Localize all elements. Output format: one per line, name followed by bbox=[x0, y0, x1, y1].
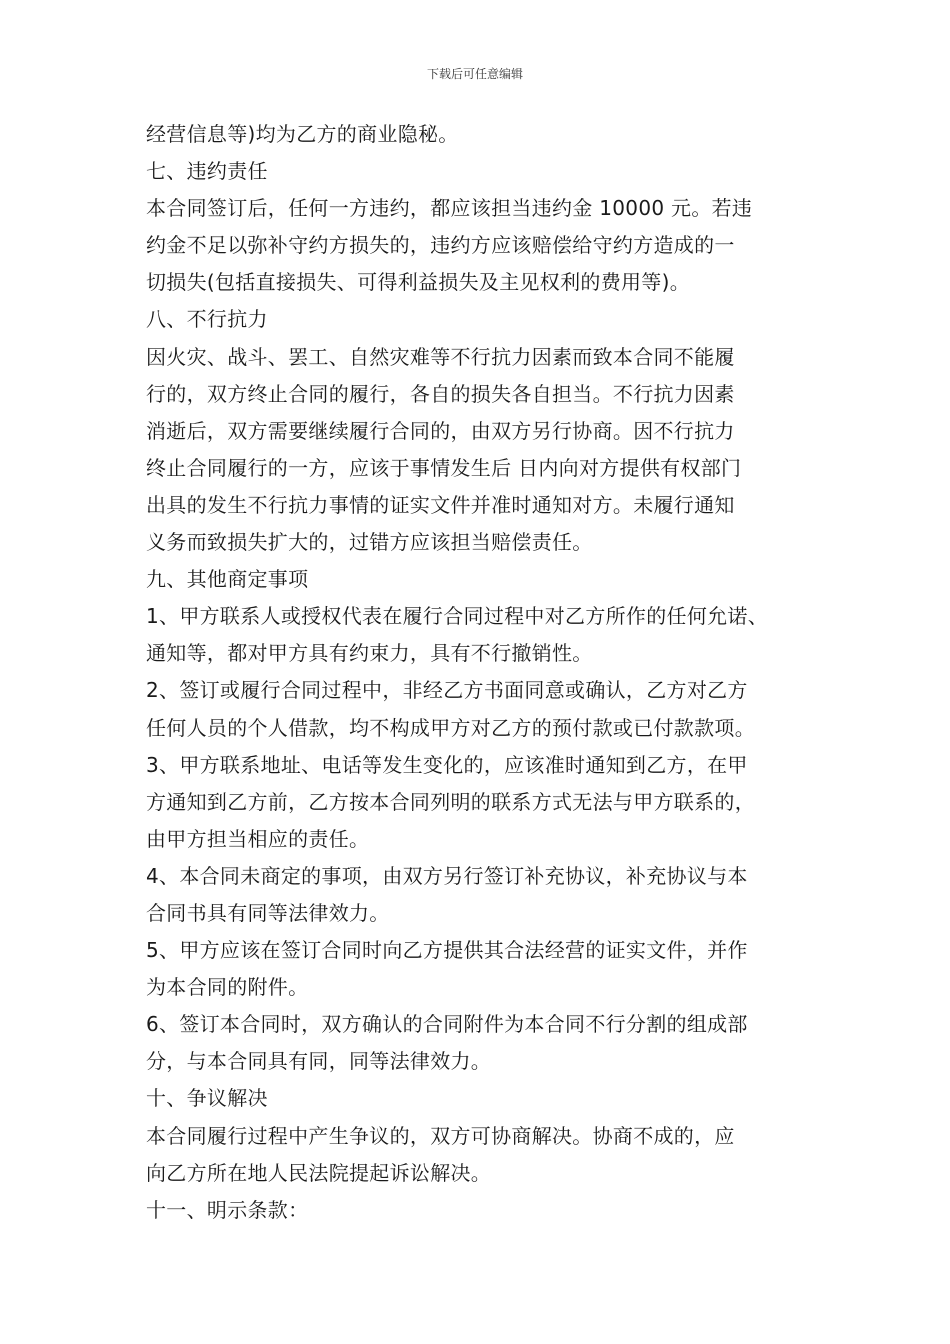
text-line: 5、甲方应该在签订合同时向乙方提供其合法经营的证实文件，并作 bbox=[146, 938, 748, 963]
text-line: 本合同履行过程中产生争议的，双方可协商解决。协商不成的，应 bbox=[146, 1123, 735, 1148]
text-line: 合同书具有同等法律效力。 bbox=[146, 900, 390, 925]
text-line: 本合同签订后，任何一方违约，都应该担当违约金 10000 元。若违 bbox=[146, 196, 753, 221]
text-line: 6、签订本合同时，双方确认的合同附件为本合同不行分割的组成部 bbox=[146, 1012, 748, 1037]
page-header: 下载后可任意编辑 bbox=[426, 67, 523, 81]
text-line: 由甲方担当相应的责任。 bbox=[146, 826, 370, 851]
section-heading: 八、不行抗力 bbox=[146, 307, 268, 332]
text-line: 出具的发生不行抗力事情的证实文件并准时通知对方。未履行通知 bbox=[146, 492, 735, 517]
section-heading: 十、争议解决 bbox=[146, 1086, 268, 1111]
text-line: 消逝后，双方需要继续履行合同的，由双方另行协商。因不行抗力 bbox=[146, 418, 735, 443]
text-line: 通知等，都对甲方具有约束力，具有不行撤销性。 bbox=[146, 641, 593, 666]
text-line: 3、甲方联系地址、电话等发生变化的，应该准时通知到乙方，在甲 bbox=[146, 752, 748, 777]
text-line: 任何人员的个人借款，均不构成甲方对乙方的预付款或已付款款项。 bbox=[146, 715, 755, 740]
text-line: 切损失(包括直接损失、可得利益损失及主见权利的费用等)。 bbox=[146, 270, 691, 295]
text-line: 分，与本合同具有同，同等法律效力。 bbox=[146, 1049, 492, 1074]
text-line: 约金不足以弥补守约方损失的，违约方应该赔偿给守约方造成的一 bbox=[146, 233, 735, 258]
text-line: 2、签订或履行合同过程中，非经乙方书面同意或确认，乙方对乙方 bbox=[146, 678, 748, 703]
text-line: 经营信息等)均为乙方的商业隐秘。 bbox=[146, 122, 459, 146]
section-heading: 九、其他商定事项 bbox=[146, 567, 309, 592]
text-line: 方通知到乙方前，乙方按本合同列明的联系方式无法与甲方联系的， bbox=[146, 789, 755, 814]
text-line: 终止合同履行的一方，应该于事情发生后 日内向对方提供有权部门 bbox=[146, 455, 742, 480]
text-line: 因火灾、战斗、罢工、自然灾难等不行抗力因素而致本合同不能履 bbox=[146, 344, 735, 369]
text-line: 义务而致损失扩大的，过错方应该担当赔偿责任。 bbox=[146, 530, 593, 555]
document-body bbox=[146, 116, 826, 1229]
text-line: 为本合同的附件。 bbox=[146, 975, 309, 1000]
section-heading: 十一、明示条款： bbox=[146, 1197, 309, 1222]
text-line: 向乙方所在地人民法院提起诉讼解决。 bbox=[146, 1160, 492, 1185]
text-line: 4、本合同未商定的事项，由双方另行签订补充协议，补充协议与本 bbox=[146, 863, 748, 888]
section-heading: 七、违约责任 bbox=[146, 159, 268, 184]
text-line: 1、甲方联系人或授权代表在履行合同过程中对乙方所作的任何允诺、 bbox=[146, 604, 769, 629]
text-line: 行的，双方终止合同的履行，各自的损失各自担当。不行抗力因素 bbox=[146, 381, 735, 406]
